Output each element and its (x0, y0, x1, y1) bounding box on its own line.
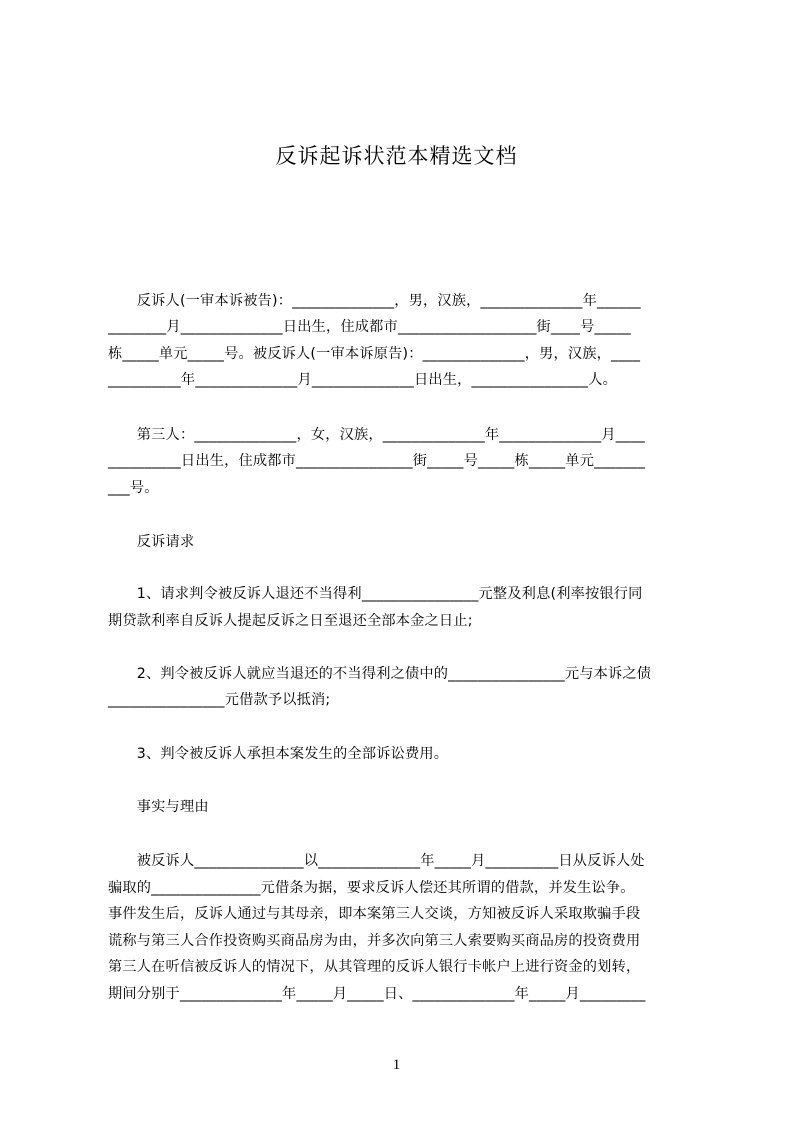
paragraph-line: 第三人在听信被反诉人的情况下，从其管理的反诉人银行卡帐户上进行资金的划转， (108, 959, 641, 975)
paragraph-line: ________月______________日出生，住成都市___________________街____号_____ (108, 319, 631, 335)
paragraph-line: ________________元借款予以抵消; (108, 692, 331, 708)
paragraph-line: 2、判令被反诉人就应当退还的不当得利之债中的________________元与本诉之债 (108, 666, 652, 682)
paragraph-line: 栋_____单元_____号。被反诉人(一审本诉原告)：______________，男，汉族，____ (108, 346, 641, 362)
paragraph-line: __________日出生，住成都市________________街_____号_____栋_____单元_______ (108, 453, 646, 469)
paragraph-line: 3、判令被反诉人承担本案发生的全部诉讼费用。 (108, 746, 449, 762)
paragraph-line: 谎称与第三人合作投资购买商品房为由，并多次向第三人索要购买商品房的投资费用 (108, 933, 641, 949)
paragraph-line: 期间分别于______________年_____月_____日、______________年_____月_________ (108, 986, 646, 1002)
paragraph-line: __________年______________月______________日出生，________________人。 (108, 372, 617, 388)
paragraph-line: 事件发生后，反诉人通过与其母亲，即本案第三人交谈，方知被反诉人采取欺骗手段 (108, 906, 641, 922)
paragraph-line: 骗取的_______________元借条为据，要求反诉人偿还其所谓的借款，并发生讼争。 (108, 880, 635, 896)
paragraph-line: 1、请求判令被反诉人退还不当得利________________元整及利息(利率按银行同 (108, 586, 643, 602)
paragraph-line: 第三人：______________，女，汉族，______________年______________月____ (108, 427, 645, 443)
document-title: 反诉起诉状范本精选文档 (275, 144, 518, 168)
paragraph-line: 反诉人(一审本诉被告)：______________，男，汉族，______________年______ (108, 293, 641, 309)
page-number: 1 (392, 1057, 401, 1073)
section-heading: 事实与理由 (108, 799, 209, 815)
paragraph-line: ___号。 (108, 480, 159, 496)
paragraph-line: 被反诉人_______________以______________年_____月__________日从反诉人处 (108, 853, 645, 869)
section-heading: 反诉请求 (108, 534, 195, 550)
paragraph-line: 期贷款利率自反诉人提起反诉之日至退还全部本金之日止; (108, 613, 473, 629)
